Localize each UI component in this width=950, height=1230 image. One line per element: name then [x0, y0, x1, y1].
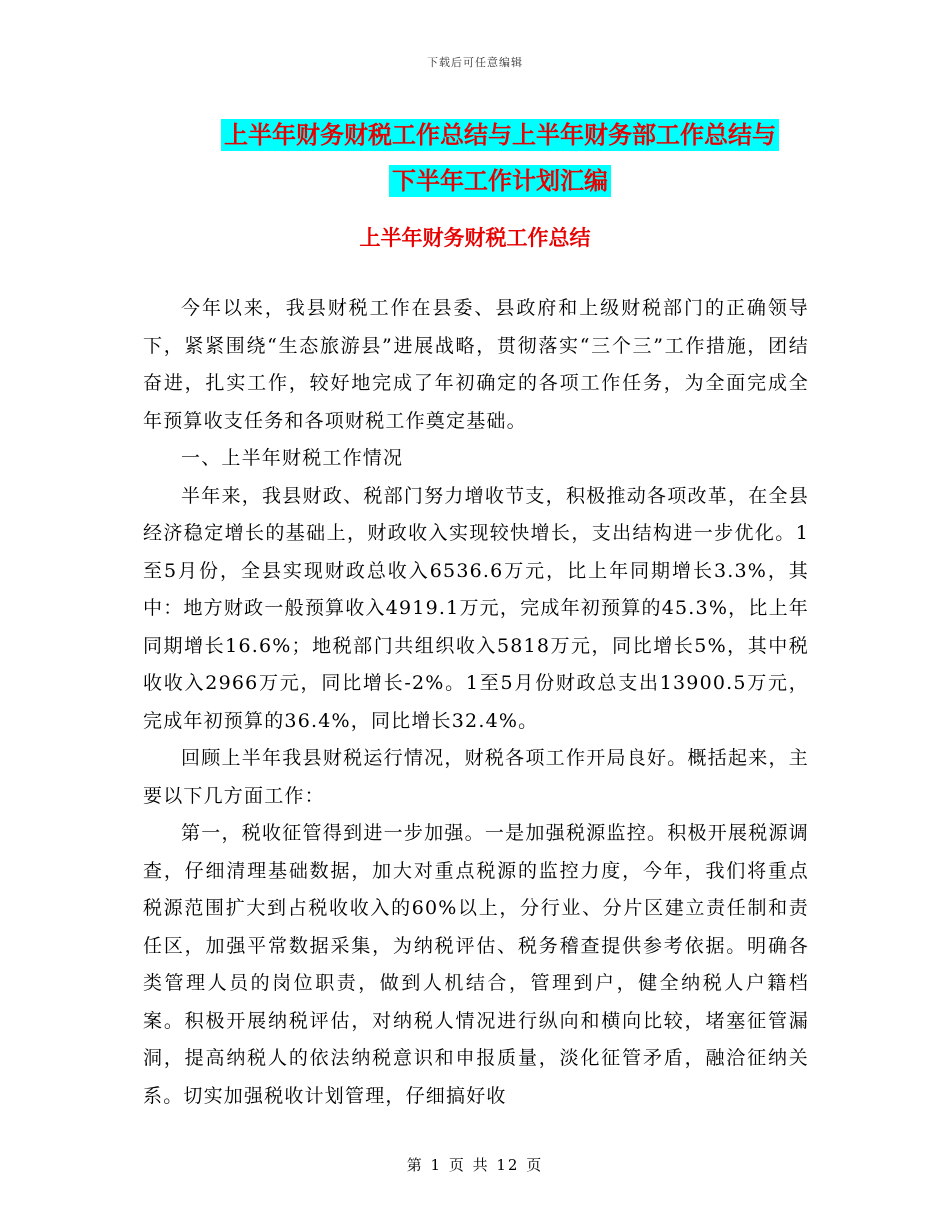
paragraph-review: 回顾上半年我县财税运行情况，财税各项工作开局良好。概括起来，主要以下几方面工作： [143, 747, 809, 807]
document-title-line-2: 下半年工作计划汇编 [389, 165, 611, 197]
document-body [143, 290, 809, 1115]
header-note: 下载后可任意编辑 [427, 56, 523, 69]
heading-first-half-situation: 一、上半年财税工作情况 [181, 447, 404, 469]
paragraph-tax-collection: 第一，税收征管得到进一步加强。一是加强税源监控。积极开展税源调查，仔细清理基础数据，加大对重点税源的监控力度，今年，我们将重点税源范围扩大到占税收收入的60%以上，分行业、分片区建立责任制和责任区，加强平常数据采集，为纳税评估、税务稽查提供参考依据。明确各类管理人员的岗位职责，做到人机结合，管理到户，健全纳税人户籍档案。积极开展纳税评估，对纳税人情况进行纵向和横向比较，堵塞征管漏洞，提高纳税人的依法纳税意识和申报质量，淡化征管矛盾，融洽征纳关系。切实加强税收计划管理，仔细搞好收 [143, 822, 809, 1107]
paragraph-revenue-stats: 半年来，我县财政、税部门努力增收节支，积极推动各项改革，在全县经济稳定增长的基础上，财政收入实现较快增长，支出结构进一步优化。1至5月份，全县实现财政总收入6536.6万元，比上年同期增长3.3%，其中：地方财政一般预算收入4919.1万元，完成年初预算的45.3%，比上年同期增长16.6%；地税部门共组织收入5818万元，同比增长5%，其中税收收入2966万元，同比增长-2%。1至5月份财政总支出13900.5万元，完成年初预算的36.4%，同比增长32.4%。 [143, 484, 809, 732]
document-title-line-1: 上半年财务财税工作总结与上半年财务部工作总结与 [221, 119, 779, 151]
paragraph-intro: 今年以来，我县财税工作在县委、县政府和上级财税部门的正确领导下，紧紧围绕“生态旅游县”进展战略，贯彻落实“三个三”工作措施，团结奋进，扎实工作，较好地完成了年初确定的各项工作任务，为全面完成全年预算收支任务和各项财税工作奠定基础。 [143, 297, 809, 432]
section-title: 上半年财务财税工作总结 [359, 226, 591, 250]
page-footer: 第 1 页 共 12 页 [406, 1156, 544, 1174]
document-title [140, 112, 860, 204]
